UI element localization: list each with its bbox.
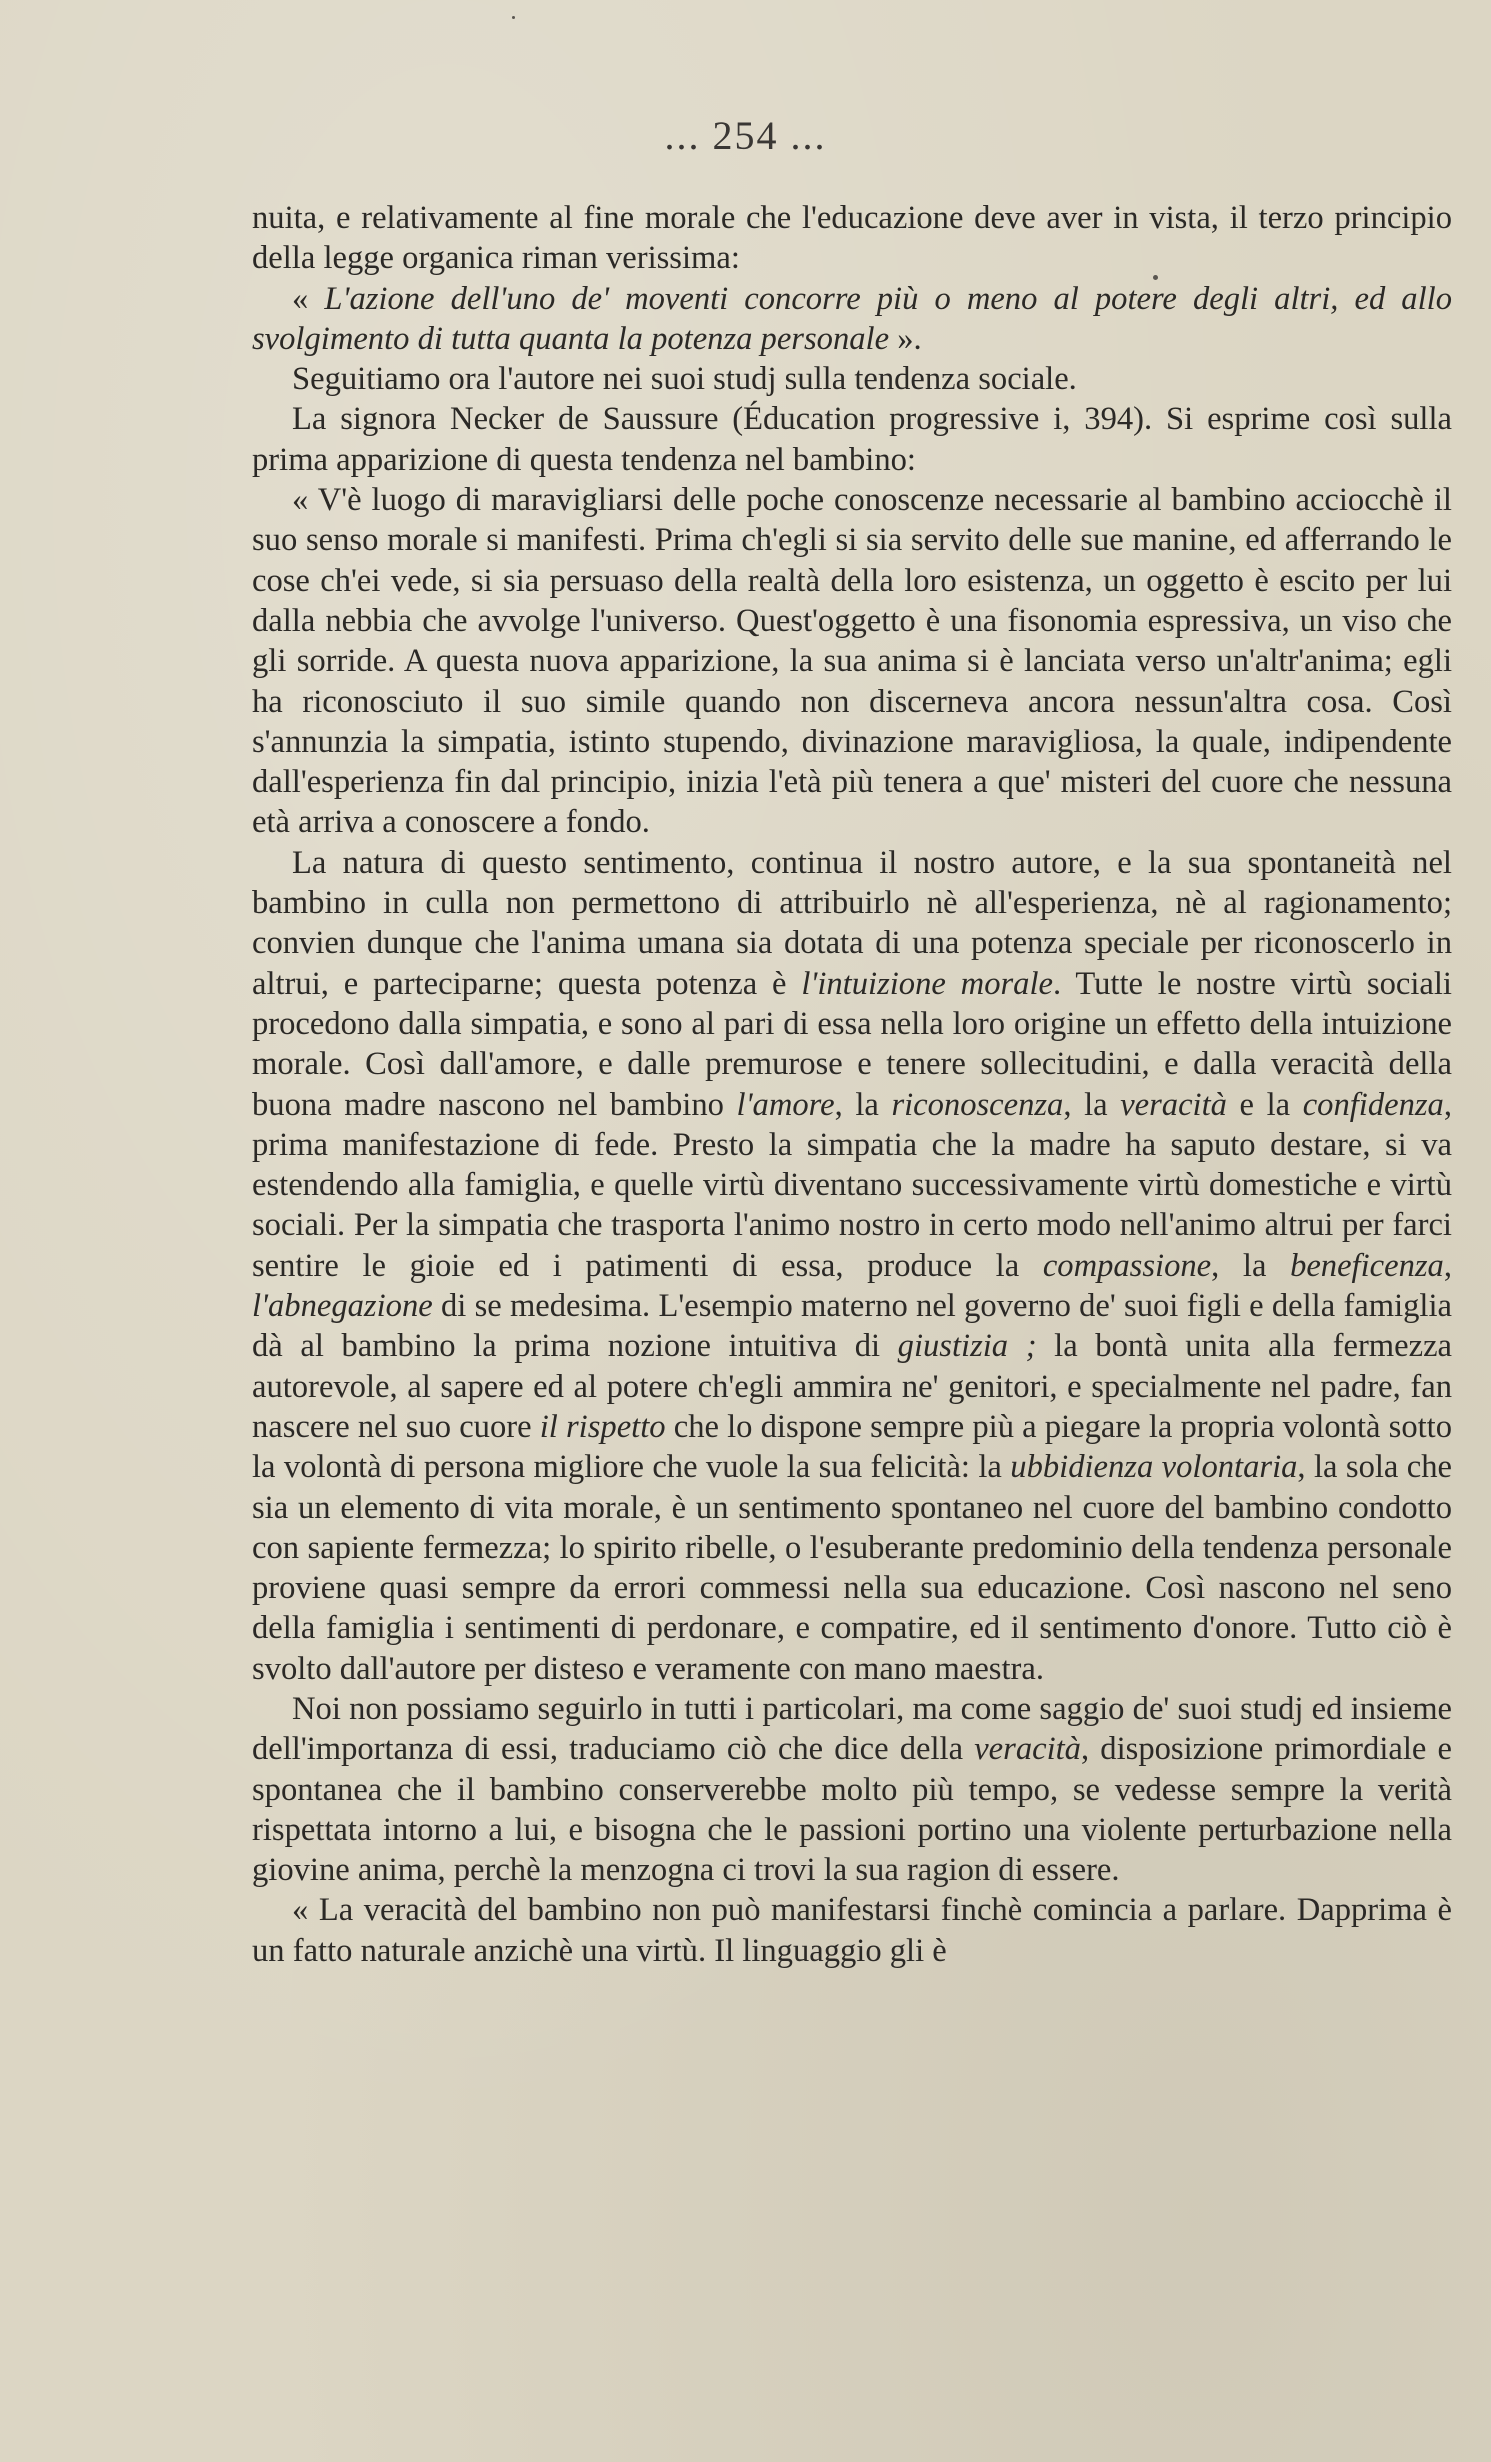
italic-term: beneficenza (1290, 1247, 1444, 1284)
print-speck (1153, 275, 1158, 280)
italic-term: giustizia ; (897, 1328, 1037, 1365)
text-run: La signora Necker de Saussure (Éducation progressive i, 394). Si esprime così sulla prima apparizione di questa tendenza nel bambino: (252, 401, 1452, 478)
text-run: , disposizione primordiale e spontanea che il bambino conserverebbe molto più tempo, se vedesse sempre la verità rispettata intorno a lui, e bisogna che le passioni portino una violente perturbazione nella giovine anima, perchè la menzogna ci trovi la sua ragion di essere. (252, 1731, 1452, 1889)
italic-term: compassione (1042, 1247, 1212, 1284)
page-number: ... 254 ... (664, 113, 827, 158)
italic-term: confidenza (1302, 1086, 1444, 1123)
italic-term: l'intuizione morale (801, 965, 1053, 1002)
italic-term: il rispetto (539, 1408, 666, 1445)
text-run: , prima manifestazione di fede. Presto la simpatia che la madre ha saputo destare, si va estendendo alla famiglia, e quelle virtù diventano successivamente virtù domestiche e virtù sociali. Per la simpatia che trasporta l'animo nostro in certo modo nell'animo altrui per farci sentire le gioie ed i patimenti di essa, produce la (252, 1086, 1453, 1284)
text-run: « La veracità del bambino non può manifestarsi finchè comincia a parlare. Dapprima è un fatto naturale anzichè una virtù. Il linguaggio gli è (252, 1892, 1452, 1969)
text-run: Seguitiamo ora l'autore nei suoi studj sulla tendenza sociale. (292, 361, 1077, 398)
italic-term: l'abnegazione (252, 1288, 433, 1325)
paragraph-veracity (252, 1689, 1452, 1890)
text-run: e la (1226, 1086, 1303, 1123)
paragraph-continuation (252, 198, 1452, 279)
text-run: « V'è luogo di maravigliarsi delle poche conoscenze necessarie al bambino acciocchè il suo senso morale si manifesti. Prima ch'egli si sia servito delle sue manine, ed afferrando le cose ch'ei vede, si sia persuaso della realtà della loro esistenza, un oggetto è escito per lui dalla nebbia che avvolge l'universo. Quest'oggetto è una fisonomia espressiva, un viso che gli sorride. A questa nuova apparizione, la sua anima si è lanciata verso un'altr'anima; egli ha riconosciuto il suo simile quando non discerneva ancora nessun'altra cosa. Così s'annunzia la simpatia, istinto stupendo, divinazione maravigliosa, la quale, indipendente dall'esperienza fin dal principio, inizia l'età più tenera a que' misteri del cuore che nessuna età arriva a conoscere a fondo. (252, 482, 1452, 841)
text-run: la bontà unita alla fermezza autorevole, al sapere ed al potere ch'egli ammira ne' genitori, e specialmente nel padre, fan nascere nel suo cuore (252, 1328, 1452, 1445)
paragraph-quote-veracity (252, 1890, 1452, 1971)
text-run: , la (1211, 1247, 1291, 1284)
italic-term: veracità (974, 1731, 1081, 1768)
text-run: « (292, 280, 325, 317)
text-run: . Tutte le nostre virtù sociali procedono dalla simpatia, e sono al pari di essa nella loro origine un effetto della intuizione morale. Così dall'amore, e dalle premurose e tenere sollecitudini, e dalla veracità della buona madre nascono nel bambino (252, 965, 1452, 1123)
print-speck (512, 16, 515, 19)
italic-term: riconoscenza (891, 1086, 1064, 1123)
paragraph-quote-principle (252, 279, 1452, 360)
paragraph-necker (252, 399, 1452, 480)
text-run: La natura di questo sentimento, continua il nostro autore, e la sua spontaneità nel bambino in culla non permettono di attribuirlo nè all'esperienza, nè al ragionamento; convien dunque che l'anima umana sia dotata di una potenza speciale per riconoscerlo in altrui, e parteciparne; questa potenza è (252, 844, 1452, 1002)
italic-term: ubbidienza volontaria (1010, 1449, 1298, 1486)
paragraph-transition (252, 359, 1452, 399)
text-run: Noi non possiamo seguirlo in tutti i particolari, ma come saggio de' suoi studj ed insieme dell'importanza di essi, traduciamo ciò che dice della (252, 1690, 1452, 1768)
text-run: nuita, e relativamente al fine morale che l'educazione deve aver in vista, il terzo principio della legge organica riman verissima: (252, 200, 1452, 277)
text-run: , la (1063, 1086, 1121, 1123)
italic-term: l'amore (736, 1086, 835, 1123)
text-run: , la sola che sia un elemento di vita morale, è un sentimento spontaneo nel cuore del bambino condotto con sapiente fermezza; lo spirito ribelle, o l'esuberante predominio della tendenza personale proviene quasi sempre da errori commessi nella sua educazione. Così nascono nel seno della famiglia i sentimenti di perdonare, e compatire, ed il sentimento d'onore. Tutto ciò è svolto dall'autore per disteso e veramente con mano maestra. (252, 1449, 1452, 1687)
text-run: ». (889, 320, 922, 357)
paragraph-moral-intuition (252, 843, 1452, 1689)
text-run: , la (834, 1086, 892, 1123)
italic-quote: L'azione dell'uno de' moventi concorre più o meno al potere degli altri, ed allo svolgimento di tutta quanta la potenza personale (252, 280, 1452, 357)
text-body (252, 198, 1452, 1971)
italic-term: veracità (1120, 1086, 1227, 1123)
text-run: che lo dispone sempre più a piegare la propria volontà sotto la volontà di persona migliore che vuole la sua felicità: la (252, 1408, 1453, 1486)
text-run: , (1443, 1247, 1452, 1284)
text-run: di se medesima. L'esempio materno nel governo de' suoi figli e della famiglia dà al bambino la prima nozione intuitiva di (252, 1288, 1452, 1365)
paragraph-quote-sympathy (252, 480, 1452, 843)
